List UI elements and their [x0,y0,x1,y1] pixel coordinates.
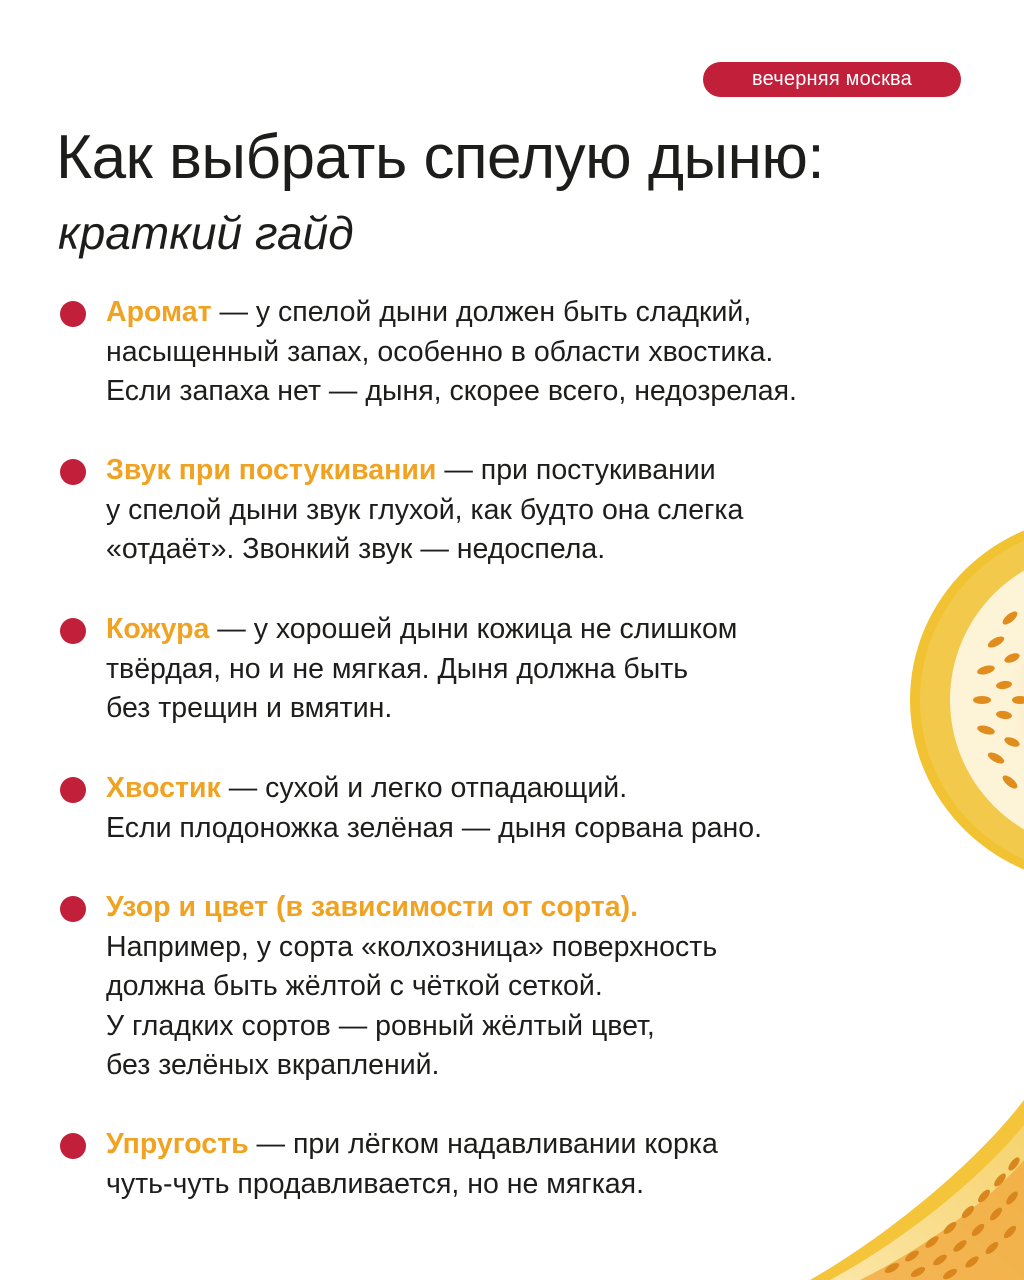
item-key: Хвостик [106,772,221,804]
item-line: чуть-чуть продавливается, но не мягкая. [106,1167,644,1200]
bullet-icon [60,896,86,922]
list-item [106,888,946,1086]
list-item [106,293,946,412]
bullet-icon [60,1133,86,1159]
item-line [106,293,946,333]
bullet-icon [60,459,86,485]
item-line: должна быть жёлтой с чёткой сеткой. [106,970,603,1002]
item-line [106,769,946,809]
item-text: — у хорошей дыни кожица не слишком [209,613,738,645]
bullet-icon [60,777,86,803]
item-line [106,610,946,650]
item-line: твёрдая, но и не мягкая. Дыня должна быть [106,652,689,685]
item-line: Например, у сорта «колхозница» поверхность [106,930,718,963]
item-key: Аромат [106,296,212,328]
page-title: Как выбрать спелую дыню: [56,123,825,192]
item-text: — сухой и легко отпадающий. [220,772,628,804]
list-item [106,1125,946,1204]
item-line: насыщенный запах, особенно в области хвостика. [106,335,774,368]
bullet-icon [60,301,86,327]
bullet-icon [60,618,86,644]
item-line: у спелой дыни звук глухой, как будто она слегка [106,493,744,526]
item-text: — у спелой дыни должен быть сладкий, [211,296,752,328]
item-key: Кожура [106,613,210,645]
list-item [106,769,946,848]
list-item [106,451,946,570]
item-key: Звук при постукивании [106,454,437,486]
item-key: Узор и цвет (в зависимости от сорта). [106,891,639,923]
brand-badge: вечерняя москва [703,62,961,97]
item-line: Если запаха нет — дыня, скорее всего, недозрелая. [106,375,797,407]
item-line: без трещин и вмятин. [106,692,393,724]
item-key: Упругость [106,1128,249,1160]
list-item [106,610,946,729]
page-subtitle: краткий гайд [58,207,354,259]
item-line [106,888,946,928]
item-line: без зелёных вкраплений. [106,1049,440,1081]
item-line: Если плодоножка зелёная — дыня сорвана рано. [106,811,763,844]
item-line [106,451,946,491]
item-text: — при лёгком надавливании корка [248,1128,718,1160]
item-line: «отдаёт». Звонкий звук — недоспела. [106,533,606,565]
item-line: У гладких сортов — ровный жёлтый цвет, [106,1009,655,1042]
item-line [106,1125,946,1165]
item-text: — при постукивании [436,454,716,486]
